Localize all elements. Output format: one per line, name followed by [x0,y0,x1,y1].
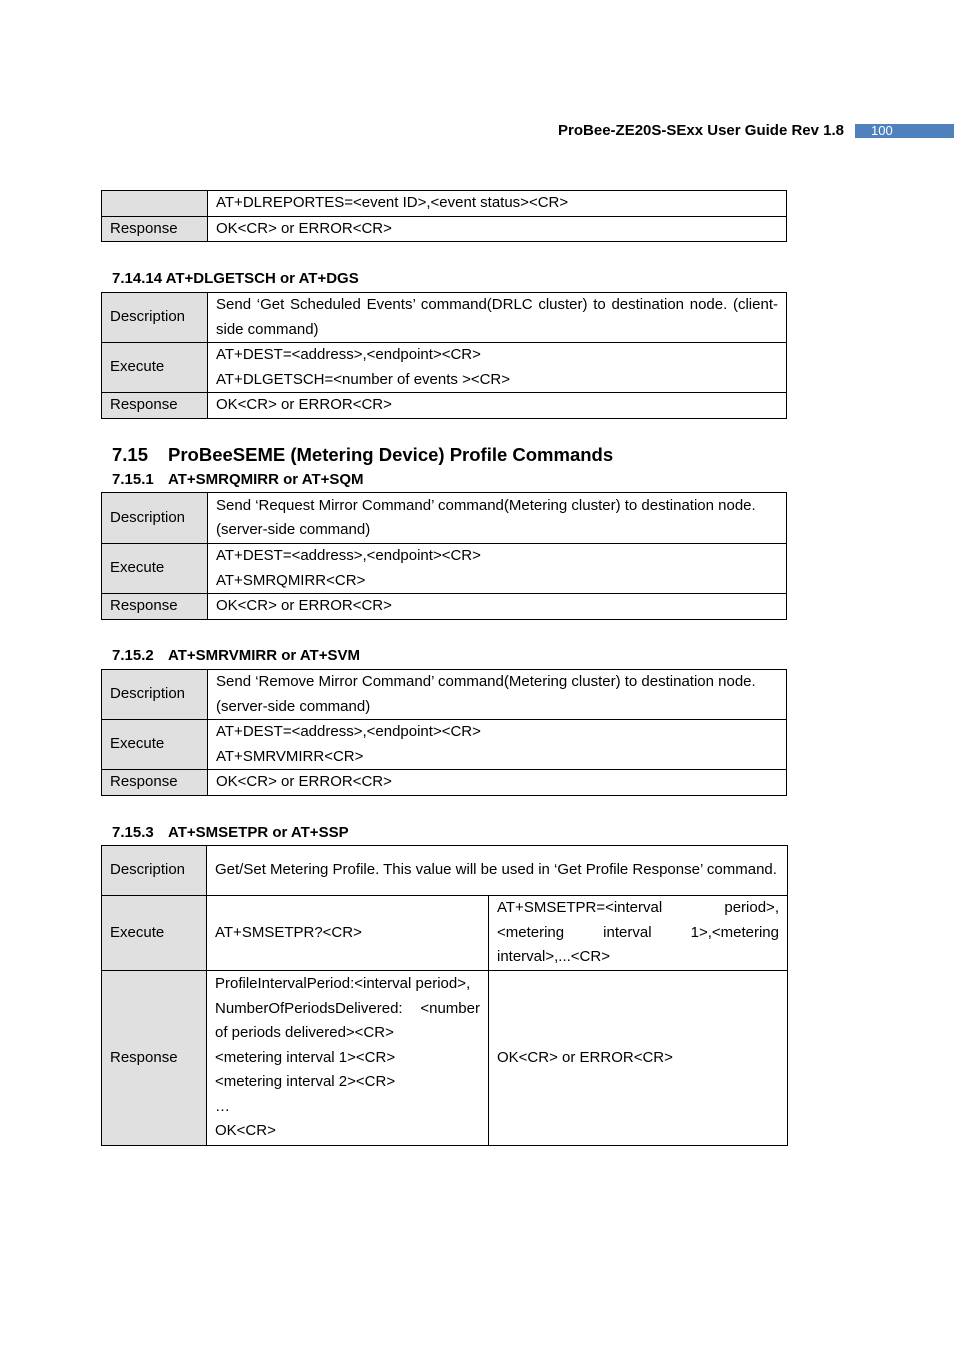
response-label: Response [102,770,208,796]
response-value: OK<CR> or ERROR<CR> [208,393,787,419]
response-value: OK<CR> or ERROR<CR> [208,770,787,796]
execute-get-value: AT+SMSETPR?<CR> [207,896,489,971]
description-label: Description [102,493,208,544]
response-line: <metering interval 1><CR> [215,1048,396,1066]
document-title: ProBee-ZE20S-SExx User Guide Rev 1.8 [558,122,844,139]
response-value: OK<CR> or ERROR<CR> [208,594,787,620]
response-line: NumberOfPeriodsDelivered: <number of periods delivered><CR> [215,999,480,1042]
description-label: Description [102,293,208,343]
response-line: OK<CR> [215,1122,276,1140]
execute-line: AT+DEST=<address>,<endpoint><CR> [216,547,481,564]
dlreportes-table [101,190,787,242]
response-set-value: OK<CR> or ERROR<CR> [489,971,788,1146]
execute-value [208,544,787,594]
page-number: 100 [855,124,954,138]
response-line: <metering interval 2><CR> [215,1073,396,1091]
execute-value: AT+DLREPORTES=<event ID>,<event status><CR> [208,191,787,217]
response-label: Response [102,393,208,419]
response-get-value [207,971,489,1146]
section-heading-7-15-1 [112,471,364,489]
execute-set-value: AT+SMSETPR=<interval period>,<metering interval 1>,<metering interval>,...<CR> [489,896,788,971]
description-value: Send ‘Request Mirror Command’ command(Metering cluster) to destination node. (server-side command) [208,493,787,544]
execute-line: AT+DEST=<address>,<endpoint><CR> [216,346,481,363]
execute-label: Execute [102,896,207,971]
response-line: ProfileIntervalPeriod:<interval period>, [215,975,471,993]
section-number: 7.15.2 [112,647,154,664]
execute-value [208,343,787,393]
smrqmirr-table [101,492,787,620]
section-heading-7-14-14: 7.14.14 AT+DLGETSCH or AT+DGS [112,270,359,287]
execute-line: AT+SMRVMIRR<CR> [216,747,364,765]
section-title: AT+SMSETPR or AT+SSP [168,824,349,841]
description-value: Get/Set Metering Profile. This value will be used in ‘Get Profile Response’ command. [207,846,788,896]
section-title: AT+SMRVMIRR or AT+SVM [168,647,360,664]
execute-line: AT+SMRQMIRR<CR> [216,571,366,589]
page-header [0,122,954,142]
section-title: ProBeeSEME (Metering Device) Profile Commands [168,444,614,465]
section-heading-7-15-3 [112,824,349,842]
section-heading-7-15 [112,444,613,466]
smrvmirr-table [101,669,787,796]
response-label: Response [102,971,207,1146]
response-label: Response [102,594,208,620]
execute-value [208,720,787,770]
section-number: 7.15.1 [112,471,154,488]
section-number: 7.15.3 [112,824,154,841]
execute-line: AT+DLGETSCH=<number of events ><CR> [216,370,511,388]
description-label: Description [102,670,208,720]
section-title: AT+SMRQMIRR or AT+SQM [168,471,364,488]
section-heading-7-15-2 [112,647,360,665]
execute-label: Execute [102,544,208,594]
execute-label: Execute [102,343,208,393]
response-label: Response [102,216,208,242]
execute-line: AT+DEST=<address>,<endpoint><CR> [216,723,481,740]
response-line: … [215,1097,230,1115]
smsetpr-table [101,845,788,1146]
execute-label: Execute [102,720,208,770]
description-value: Send ‘Remove Mirror Command’ command(Metering cluster) to destination node. (server-side command) [208,670,787,720]
description-value: Send ‘Get Scheduled Events’ command(DRLC cluster) to destination node. (client-side command) [208,293,787,343]
section-number: 7.15 [112,444,149,465]
dlgetsch-table [101,292,787,419]
description-label: Description [102,846,207,896]
execute-label-cell [102,191,208,217]
response-value: OK<CR> or ERROR<CR> [208,216,787,242]
